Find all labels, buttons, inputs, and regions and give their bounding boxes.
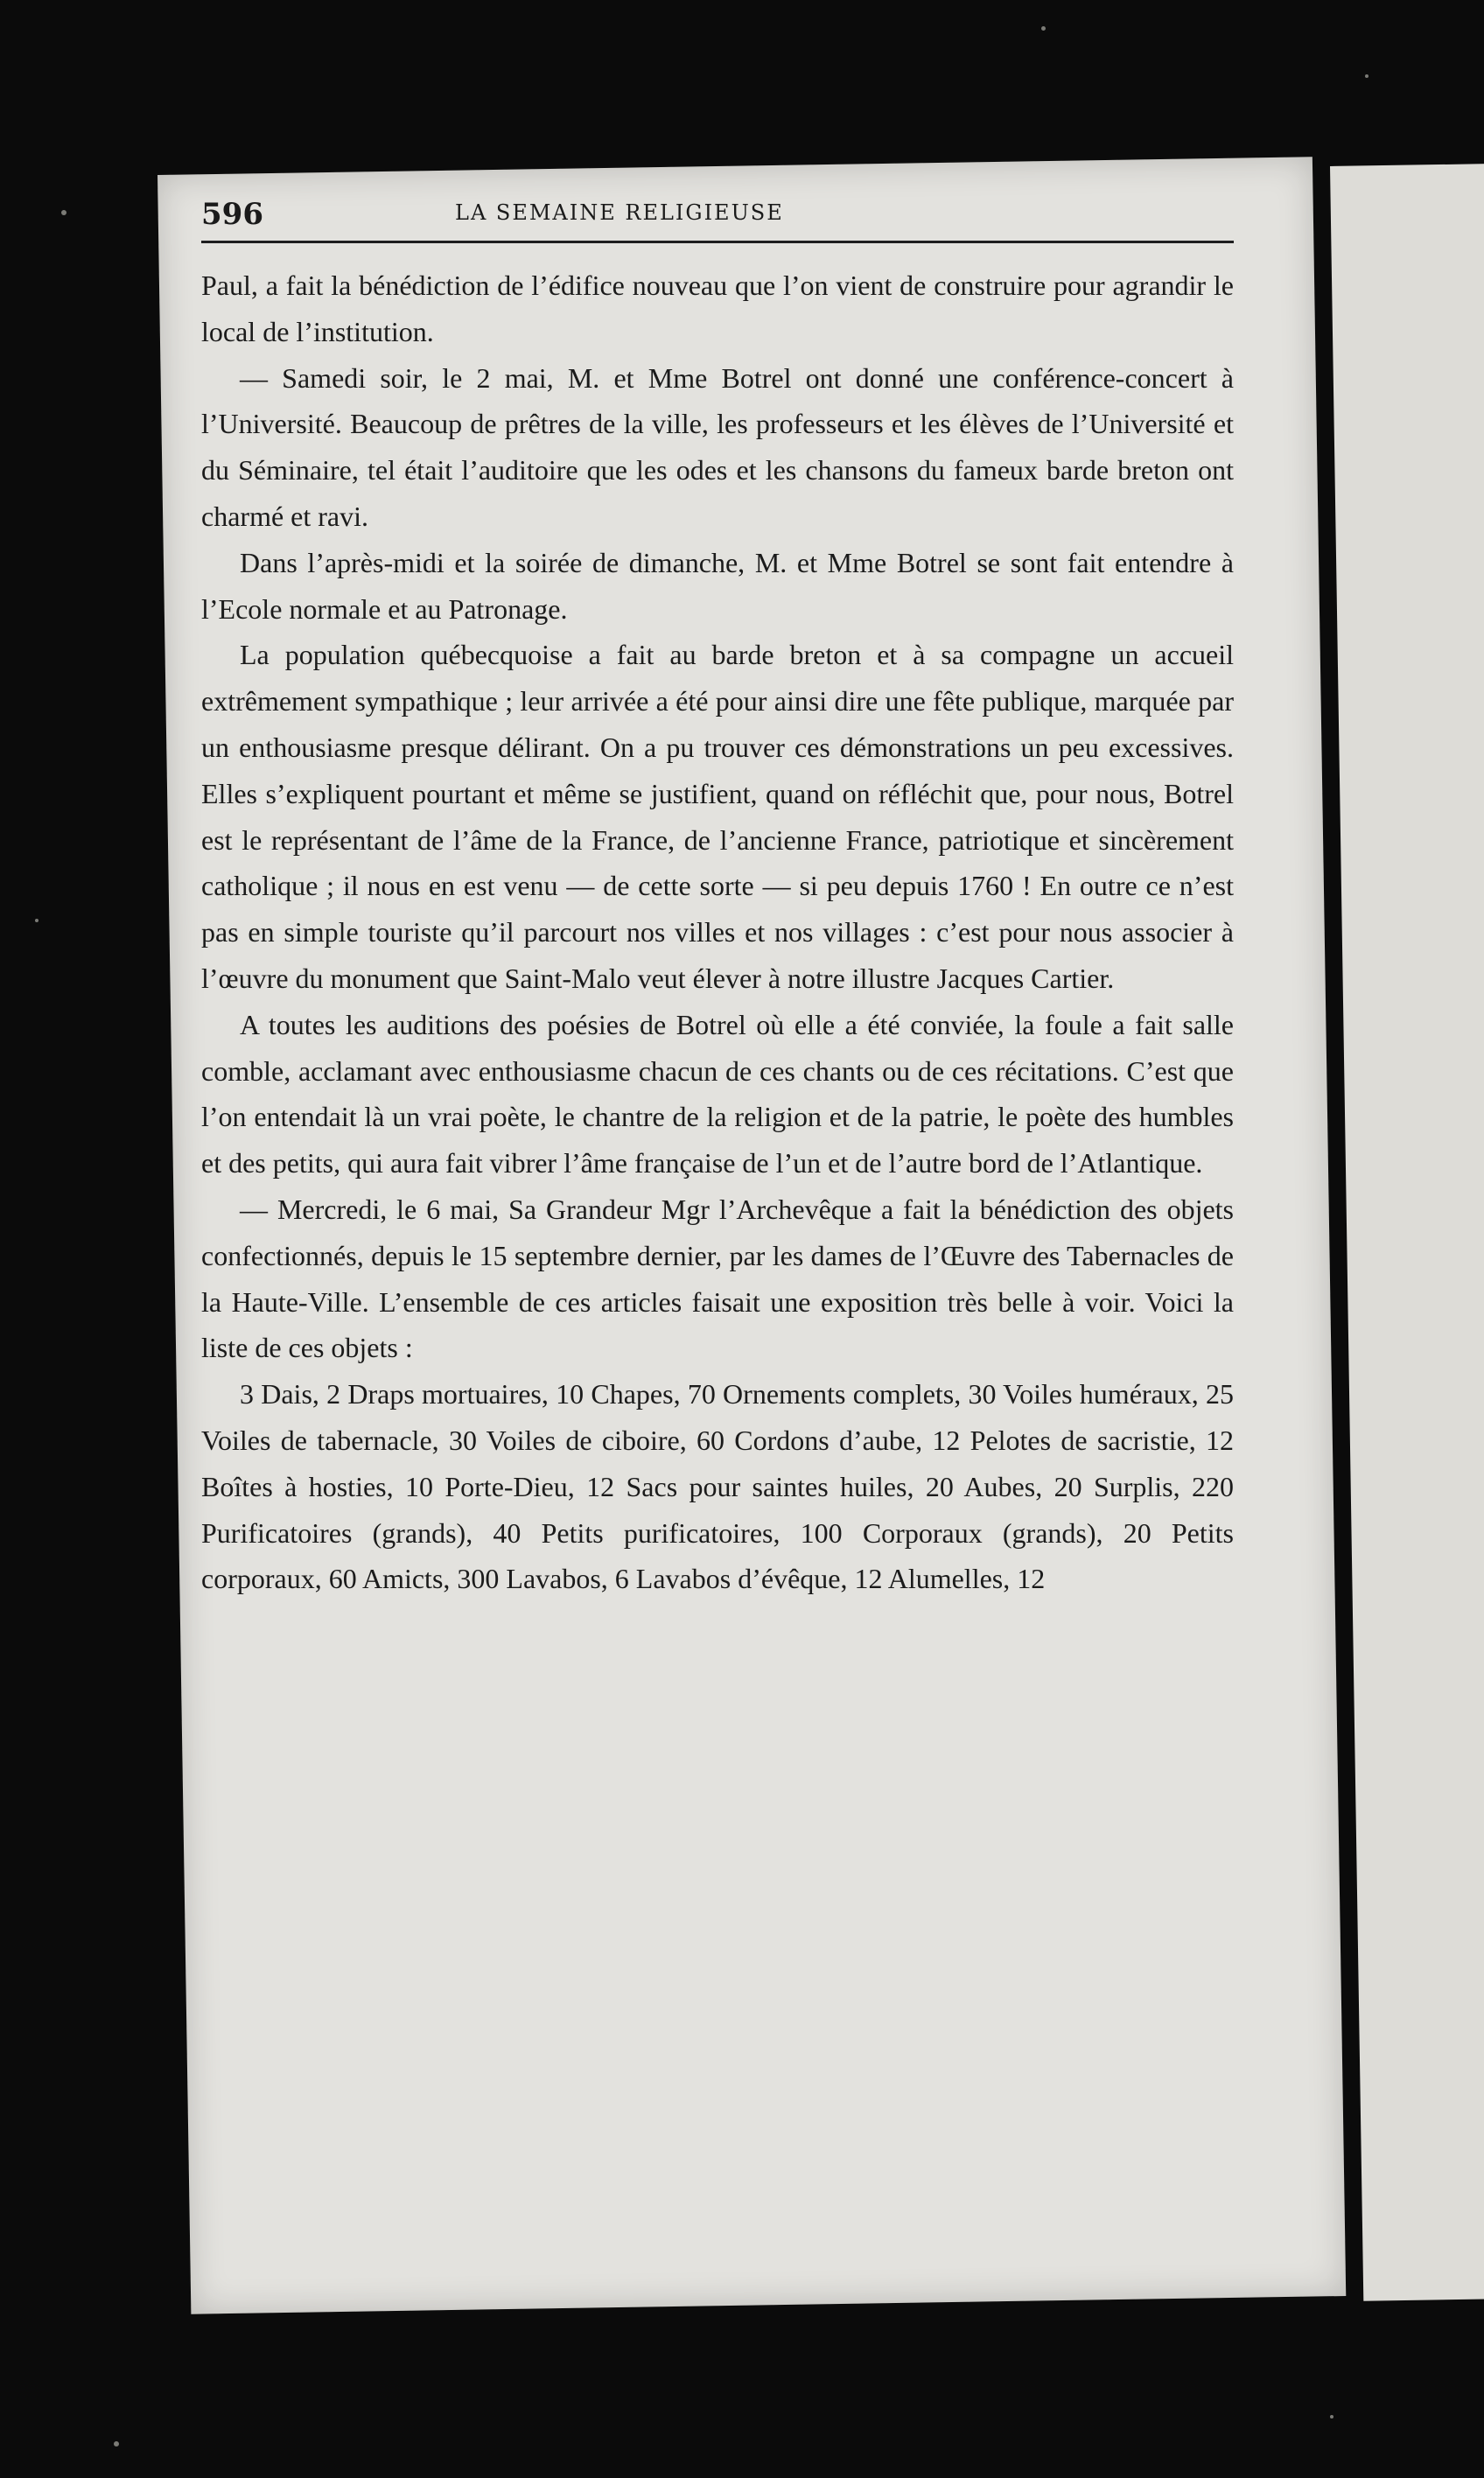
- dust-speck: [1041, 26, 1046, 31]
- paragraph-sunday-performances: Dans l’après-midi et la soirée de dimanche, M. et Mme Botrel se sont fait entendre à l’Ecole normale et au Patronage.: [201, 546, 1234, 625]
- dust-speck: [1365, 74, 1368, 78]
- paragraph-quebec-welcome: La population québecquoise a fait au barde breton et à sa compagne un accueil extrêmement sympathique ; leur arrivée a été pour ainsi dire une fête publique, marquée par un enthousiasme presque délirant. On a pu trouver ces démonstrations un peu excessives. Elles s’expliquent pourtant et même se justifient, quand on réfléchit que, pour nous, Botrel est le représentant de l’âme de la France, de l’ancienne France, patriotique et sincèrement catholique ; il nous en est venu — de cette sorte — si peu depuis 1760 ! En outre ce n’est pas en simple touriste qu’il parcourt nos villes et nos villages : c’est pour nous associer à l’œuvre du monument que Saint-Malo veut élever à notre illustre Jacques Cartier.: [201, 639, 1234, 994]
- dust-speck: [1330, 2415, 1334, 2418]
- paragraph-botrel-conference: — Samedi soir, le 2 mai, M. et Mme Botrel ont donné une conférence-concert à l’Université. Beaucoup de prêtres de la ville, les professeurs et les élèves de l’Université et du Séminaire, tel était l’auditoire que les odes et les chansons du fameux barde breton ont charmé et ravi.: [201, 361, 1234, 532]
- dust-speck: [114, 2441, 119, 2446]
- dust-speck: [35, 919, 38, 922]
- facing-page-sheet: [1330, 164, 1484, 2301]
- paragraph-continuation: Paul, a fait la bénédiction de l’édifice nouveau que l’on vient de construire pour agrandir le local de l’institution.: [201, 270, 1234, 347]
- paragraph-benediction-objets: — Mercredi, le 6 mai, Sa Grandeur Mgr l’Archevêque a fait la bénédiction des objets confectionnés, depuis le 15 septembre dernier, par les dames de l’Œuvre des Tabernacles de la Haute-Ville. L’ensemble de ces articles faisait une exposition très belle à voir. Voici la liste de ces objets :: [201, 1193, 1234, 1364]
- paragraph-objects-list: 3 Dais, 2 Draps mortuaires, 10 Chapes, 70 Ornements complets, 30 Voiles huméraux, 25 Voiles de tabernacle, 30 Voiles de ciboire, 60 Cordons d’aube, 12 Pelotes de sacristie, 12 Boîtes à hosties, 10 Porte-Dieu, 12 Sacs pour saintes huiles, 20 Aubes, 20 Surplis, 220 Purificatoires (grands), 40 Petits purificatoires, 100 Corporaux (grands), 20 Petits corporaux, 60 Amicts, 300 Lavabos, 6 Lavabos d’évêque, 12 Alumelles, 12: [201, 1378, 1234, 1595]
- page-header: [201, 197, 1234, 249]
- running-head-title: LA SEMAINE RELIGIEUSE: [455, 200, 784, 225]
- paragraph-auditions: A toutes les auditions des poésies de Botrel où elle a été conviée, la foule a fait salle comble, acclamant avec enthousiasme chacun de ces chants ou de ces récitations. C’est que l’on entendait là un vrai poète, le chantre de la religion et de la patrie, le poète des humbles et des petits, qui aura fait vibrer l’âme française de l’un et de l’autre bord de l’Atlantique.: [201, 1008, 1234, 1180]
- page-number: 596: [201, 197, 263, 232]
- body-text: [201, 262, 1234, 1602]
- header-rule: [201, 241, 1234, 243]
- dust-speck: [61, 210, 66, 215]
